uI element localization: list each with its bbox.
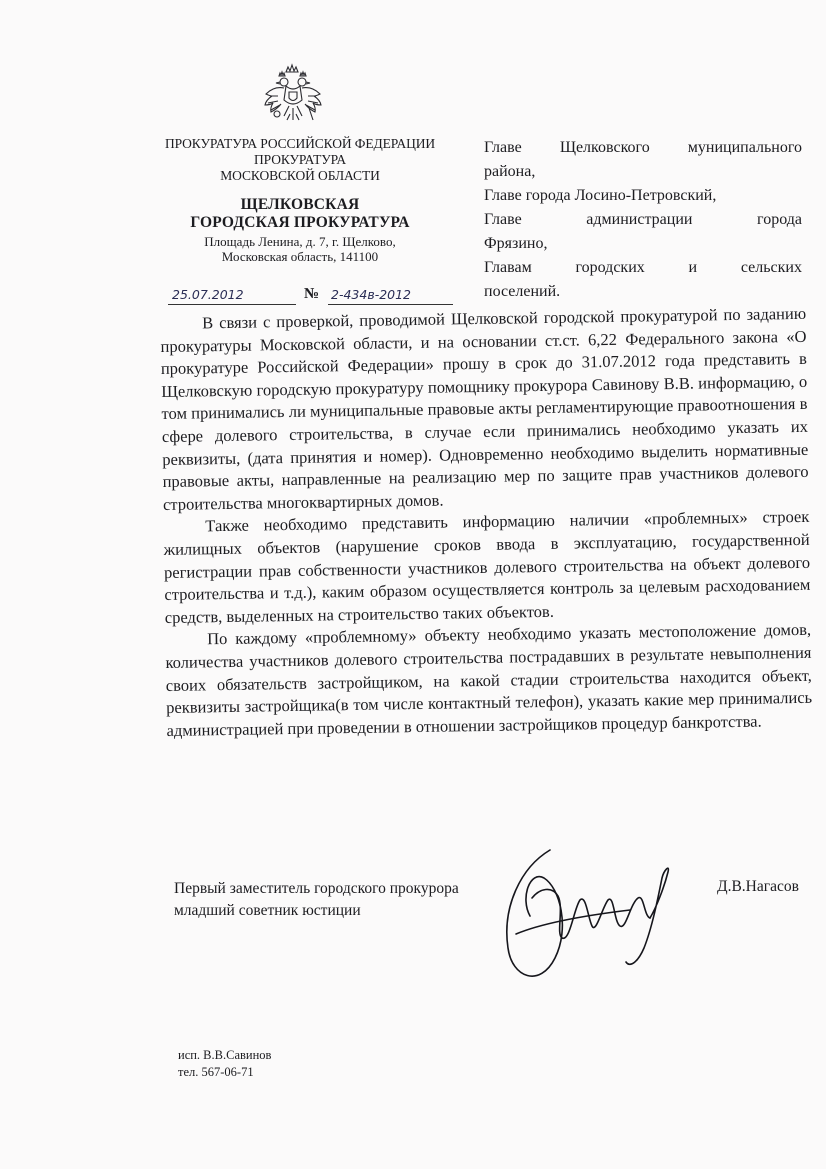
address-line: Площадь Ленина, д. 7, г. Щелково, bbox=[204, 234, 396, 249]
organization-header bbox=[150, 136, 450, 184]
addressee-line: поселений. bbox=[484, 283, 561, 300]
body-paragraph: В связи с проверкой, проводимой Щелковской городской прокуратурой по заданию прокуратуры Московской области, и на основании ст.ст. 6,22 Федерального закона «О прокуратуре Российской Федерации» прошу в срок до 31.07.2012 года представить в Щелковскую городскую прокуратуру помощнику прокурора Савинову В.В. информацию, о том принимались ли муниципальные правовые акты регламентирующие правоотношения в сфере долевого строительства, в случае если принимались необходимо указать их реквизиты, (дата принятия и номер). Одновременно необходимо выделить нормативные правовые акты, направленные на реализацию мер по защите прав участников долевого строительства многоквартирных домов. bbox=[160, 303, 809, 514]
addressee-line: Главам городских и сельских bbox=[484, 259, 802, 276]
executor-phone: тел. 567-06-71 bbox=[178, 1065, 254, 1079]
date-underline bbox=[168, 304, 296, 305]
signatory-name: Д.В.Нагасов bbox=[717, 878, 799, 895]
addressees-block bbox=[484, 136, 802, 304]
body-paragraph: Также необходимо представить информацию наличии «проблемных» строек жилищных объектов (нарушение сроков ввода в эксплуатацию, государственной регистрации прав собственности участников долевого строительства на объект долевого строительства и т.д.), каким образом осуществляется контроль за целевым расходованием средств, выделенных на строительство таких объектов. bbox=[163, 507, 811, 627]
office-name-line: ЩЕЛКОВСКАЯ bbox=[240, 196, 360, 213]
addressee-line: района, bbox=[484, 163, 536, 180]
body-paragraph: По каждому «проблемному» объекту необходимо указать местоположение домов, количества участников долевого строительства пострадавших в результате невыполнения своих обязательств застройщиком, на какой стадии строительства находится объект, реквизиты застройщика(в том числе контактный телефон), указать какие мер принимались администрацией при проведении в отношении застройщиков процедур банкротства. bbox=[165, 620, 813, 740]
addressee-line: Главе администрации города bbox=[484, 211, 802, 228]
coat-of-arms-emblem bbox=[262, 62, 324, 132]
org-line: МОСКОВСКОЙ ОБЛАСТИ bbox=[220, 167, 380, 183]
executor-name: исп. В.В.Савинов bbox=[178, 1048, 272, 1062]
registration-number: 2-434в-2012 bbox=[331, 287, 412, 302]
registration-line bbox=[168, 284, 453, 308]
address-line: Московская область, 141100 bbox=[221, 249, 379, 265]
number-sign: № bbox=[304, 286, 320, 302]
addressee-line: Главе города Лосино-Петровский, bbox=[484, 187, 717, 204]
position-line: младший советник юстиции bbox=[174, 902, 361, 919]
office-name-line: ГОРОДСКАЯ ПРОКУРАТУРА bbox=[190, 214, 410, 232]
executor-info bbox=[178, 1047, 271, 1081]
position-line: Первый заместитель городского прокурора bbox=[174, 880, 459, 897]
org-line: ПРОКУРАТУРА РОССИЙСКОЙ ФЕДЕРАЦИИ bbox=[164, 136, 436, 151]
org-line: ПРОКУРАТУРА bbox=[253, 151, 347, 167]
handwritten-signature bbox=[480, 838, 680, 988]
letter-body bbox=[160, 303, 813, 742]
addressee-line: Фрязино, bbox=[484, 235, 548, 252]
signatory-position bbox=[174, 878, 459, 922]
addressee-line: Главе Щелковского муниципального bbox=[484, 139, 802, 156]
prosecutor-office-name bbox=[150, 196, 450, 233]
office-address bbox=[150, 234, 450, 265]
registration-date: 25.07.2012 bbox=[172, 287, 244, 302]
number-underline bbox=[328, 304, 453, 305]
